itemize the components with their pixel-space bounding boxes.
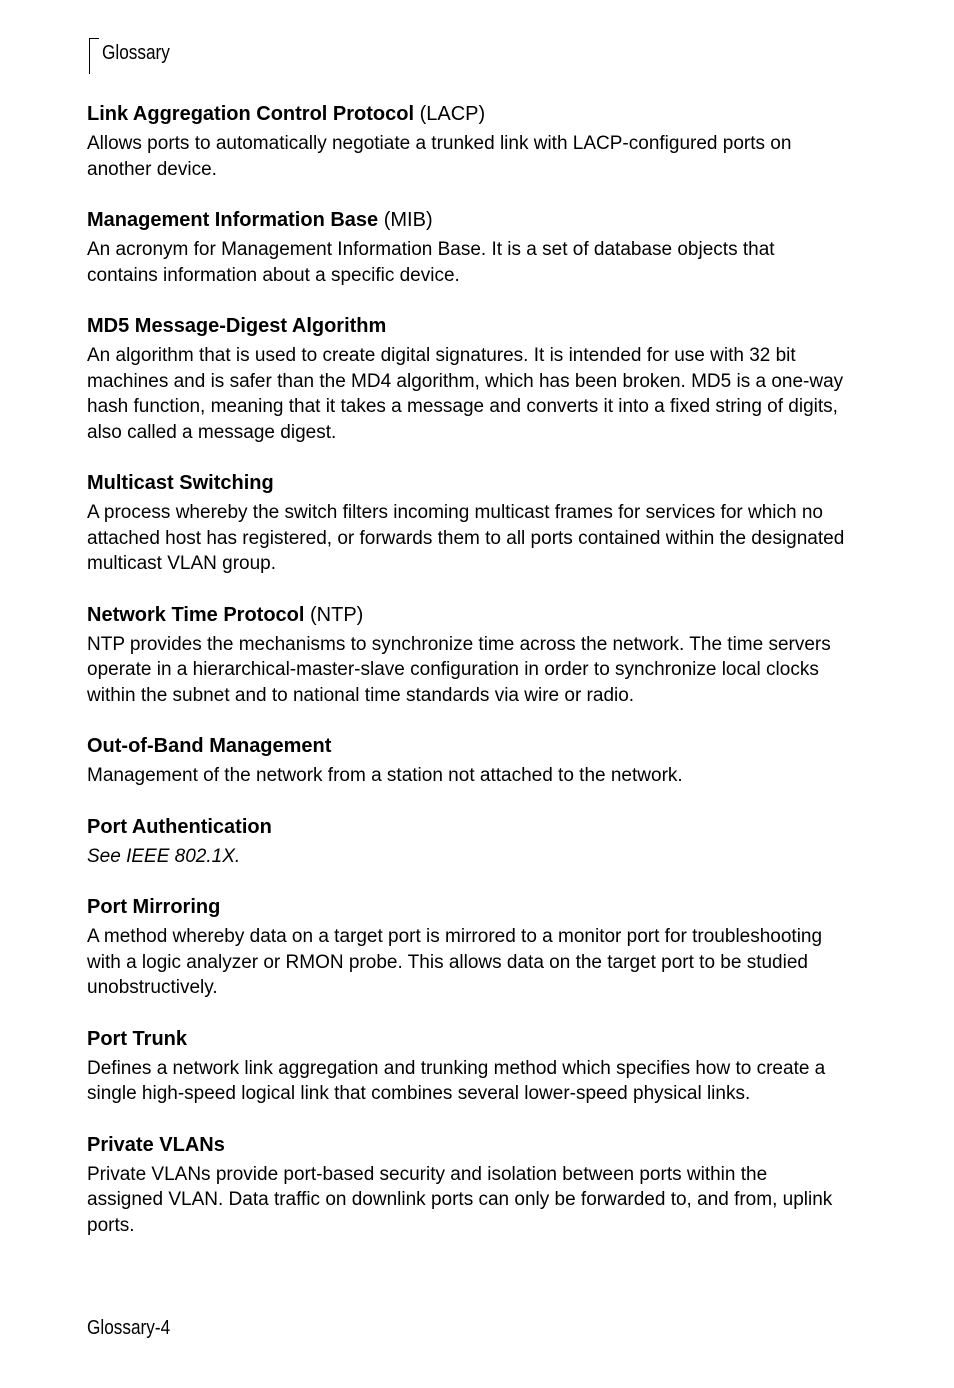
term-definition: Private VLANs provide port-based security and isolation between ports within the assigned VLAN. Data traffic on downlink ports can only be forwarded to, and from, uplink ports.: [87, 1163, 833, 1236]
entry-term: [87, 732, 847, 760]
term-definition: NTP provides the mechanisms to synchronize time across the network. The time servers operate in a hierarchical-master-slave configuration in order to synchronize local clocks within the subnet and to national time standards via wire or radio.: [87, 633, 831, 706]
glossary-entry-ntp: [87, 601, 847, 709]
entry-term: [87, 813, 847, 841]
term-abbreviation: (LACP): [419, 103, 486, 125]
entry-term: [87, 206, 847, 234]
term-name: Port Authentication: [87, 815, 272, 838]
entry-term: [87, 893, 847, 921]
term-name: Out-of-Band Management: [87, 735, 332, 757]
glossary-entry-port-mirroring: [87, 893, 847, 1001]
entry-term: [87, 1131, 847, 1159]
term-name: Private VLANs: [87, 1133, 225, 1156]
term-definition: An acronym for Management Information Base. It is a set of database objects that contains information about a specific device.: [87, 239, 775, 286]
term-name: Link Aggregation Control Protocol: [87, 103, 415, 125]
glossary-entry-port-trunk: [87, 1025, 847, 1107]
glossary-entry-md5: [87, 312, 847, 445]
glossary-entry-out-of-band: [87, 732, 847, 789]
term-name: Port Mirroring: [87, 896, 221, 918]
term-definition: Management of the network from a station not attached to the network.: [87, 765, 683, 786]
entry-term: [87, 469, 847, 497]
section-header: Glossary: [102, 42, 170, 64]
term-name: Network Time Protocol: [87, 603, 305, 626]
term-definition: An algorithm that is used to create digital signatures. It is intended for use with 32 bit machines and is safer than the MD4 algorithm, which has been broken. MD5 is a one-way hash function, meaning that it takes a message and converts it into a fixed string of digits, also called a message digest.: [87, 345, 844, 443]
glossary-entries: [87, 100, 847, 1262]
term-definition: Defines a network link aggregation and trunking method which specifies how to create a single high-speed logical link that combines several lower-speed physical links.: [87, 1057, 826, 1104]
term-name: Management Information Base: [87, 209, 379, 231]
header-rule: [89, 38, 90, 74]
header-rule-top: [89, 38, 99, 39]
term-definition: A process whereby the switch filters incoming multicast frames for services for which no attached host has registered, or forwards them to all ports contained within the designated multicast VLAN group.: [87, 502, 845, 574]
entry-term: [87, 100, 847, 128]
glossary-entry-lacp: [87, 100, 847, 182]
page-number: Glossary-4: [87, 1317, 171, 1339]
term-definition: See IEEE 802.1X.: [87, 845, 241, 867]
term-definition: Allows ports to automatically negotiate a trunked link with LACP-configured ports on another device.: [87, 133, 792, 180]
term-definition: A method whereby data on a target port is mirrored to a monitor port for troubleshooting with a logic analyzer or RMON probe. This allows data on the target port to be studied unobstructively.: [87, 926, 823, 998]
glossary-entry-multicast-switching: [87, 469, 847, 577]
term-name: Multicast Switching: [87, 472, 274, 494]
term-abbreviation: (NTP): [310, 603, 364, 626]
glossary-entry-port-authentication: [87, 813, 847, 870]
term-name: MD5 Message-Digest Algorithm: [87, 315, 387, 337]
glossary-entry-private-vlans: [87, 1131, 847, 1239]
entry-term: [87, 601, 847, 629]
term-name: Port Trunk: [87, 1027, 188, 1050]
entry-term: [87, 1025, 847, 1053]
glossary-entry-mib: [87, 206, 847, 288]
entry-term: [87, 312, 847, 340]
term-abbreviation: (MIB): [383, 209, 433, 231]
